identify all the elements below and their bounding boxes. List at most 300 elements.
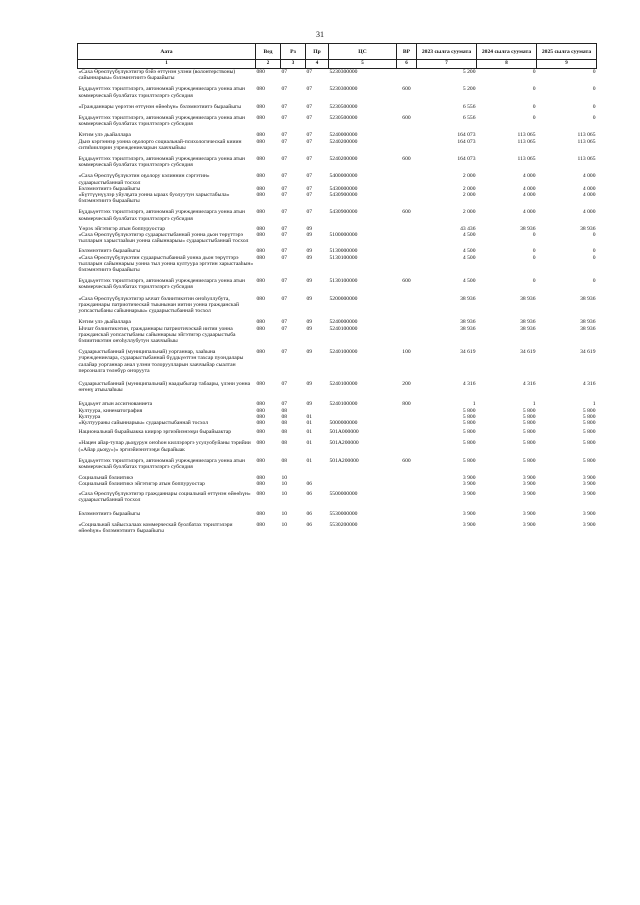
- table-cell-vr: [397, 314, 417, 325]
- table-cell-2024: 38 936: [520, 319, 536, 326]
- table-cell-2024: 34 619: [520, 349, 536, 356]
- table-cell-2024: 0: [532, 278, 536, 285]
- table-cell-pr: 09: [306, 232, 313, 239]
- table-cell-name: Бүддьүөттээх тэрилтэлэргэ, автономнай учреждениеларга уонна атын коммерческай буолбатах тэрилтэлэргэ субсидия: [78, 115, 245, 128]
- table-cell-2023: 38 936: [460, 295, 476, 302]
- table-cell-cs: 501A000000: [329, 429, 359, 436]
- table-cell-name: Үөрэх эйгэтигэр атын боппуруостар: [78, 225, 166, 232]
- table-cell-cs: 5530200000: [329, 522, 358, 529]
- table-cell-2024: 113 065: [517, 156, 536, 163]
- table-cell-vr: [397, 168, 417, 185]
- table-cell-cs: 5130100000: [329, 254, 358, 261]
- table-cell-2023: 5 200: [462, 86, 476, 93]
- table-cell-ved: 080: [256, 407, 265, 414]
- table-cell-2025: 38 936: [580, 225, 596, 232]
- table-cell-2023: 4 316: [462, 380, 476, 387]
- table-cell-vr: [397, 69, 417, 82]
- table-cell-ved: 080: [256, 349, 265, 356]
- table-cell-vr: [397, 435, 417, 452]
- table-cell-2024: 113 065: [517, 138, 536, 145]
- table-cell-pr: 01: [306, 457, 313, 464]
- table-cell-2025: 38 936: [580, 325, 596, 332]
- table-cell-2025: 113 065: [577, 138, 596, 145]
- table-cell-2025: 0: [592, 232, 596, 239]
- table-row: [78, 139, 597, 151]
- table-cell-2024: 0: [532, 254, 536, 261]
- table-cell-cs: 5230300000: [329, 86, 358, 93]
- table-cell-name: «Саха Өрөспүүбүлүкэтигэр судаарыстыбаннай уонна дьон төрүттэрэ тылларын харыстааһын уонна сайыннарыы» судаарыстыбаннай тосхол: [78, 232, 249, 245]
- table-cell-name: Судаарыстыбаннай (муниципальнай) уорганнар, хааһына учреждениелара, судаарыстыбаннай бүддьүөттэн тахсар пуондалары салайар уорганнар анал үлэни толоруулларын хааччыйар сыалтан персоналга төлөбүр оҥоруута: [78, 349, 244, 374]
- table-cell-ved: 080: [256, 440, 265, 447]
- table-cell-cs: 5240100000: [329, 401, 358, 408]
- table-cell-rz: 07: [281, 192, 288, 199]
- table-row: [78, 99, 597, 110]
- column-number: 7: [417, 60, 477, 69]
- table-cell-rz: 07: [281, 138, 288, 145]
- table-cell-pr: 09: [306, 254, 313, 261]
- column-number: 9: [537, 60, 597, 69]
- table-cell-rz: 08: [281, 419, 288, 426]
- budget-table: [77, 43, 597, 535]
- table-cell-2024: 5 800: [522, 413, 536, 420]
- column-number: 2: [256, 60, 281, 69]
- table-cell-2025: 4 000: [582, 192, 596, 199]
- table-cell-ved: 080: [256, 156, 265, 163]
- table-row: [78, 244, 597, 254]
- table-cell-rz: 07: [281, 225, 288, 232]
- table-cell-ved: 080: [256, 103, 265, 110]
- table-row: [78, 374, 597, 393]
- table-cell-pr: 06: [306, 481, 313, 488]
- table-cell-name: «Саха Өрөспүүбүлүкэтигэр гражданнары социальнай өттүнэн өйөөһүн» судаарыстыбаннай тосхол: [78, 490, 251, 503]
- table-cell-2025: 5 800: [582, 413, 596, 420]
- table-cell-2025: 5 800: [582, 419, 596, 426]
- table-row: [78, 81, 597, 98]
- table-cell-2025: 5 800: [582, 440, 596, 447]
- table-cell-name: Национальнай бырайыакка киирэр эргиэйиэнээҕи бырайыактар: [78, 429, 232, 436]
- table-cell-2025: 4 000: [582, 185, 596, 192]
- table-cell-2025: 4 000: [582, 209, 596, 216]
- table-row: [78, 470, 597, 481]
- table-cell-2024: 3 900: [522, 522, 536, 529]
- column-number: 8: [477, 60, 537, 69]
- table-cell-ved: 080: [256, 232, 265, 239]
- table-row: [78, 326, 597, 345]
- table-cell-2023: 6 556: [462, 103, 476, 110]
- table-cell-pr: 01: [306, 429, 313, 436]
- table-cell-ved: 080: [256, 419, 265, 426]
- table-cell-name: Кэтим улэ дьайаллара: [78, 132, 131, 139]
- table-cell-pr: 07: [306, 69, 313, 75]
- table-cell-name: Бэлэмнэтиитэ быраайыгы: [78, 248, 141, 255]
- table-cell-2023: 5 800: [462, 457, 476, 464]
- table-cell-pr: 07: [306, 192, 313, 199]
- table-cell-2024: 38 936: [520, 225, 536, 232]
- table-cell-2025: 4 000: [582, 173, 596, 180]
- table-cell-2025: 1: [592, 401, 596, 408]
- table-cell-2025: 0: [592, 115, 596, 122]
- column-number: 4: [306, 60, 329, 69]
- table-cell-2024: 3 900: [522, 481, 536, 488]
- table-cell-2024: 4 000: [522, 192, 536, 199]
- table-cell-rz: 08: [281, 407, 288, 414]
- table-cell-cs: 5240000000: [329, 319, 358, 326]
- table-cell-cs: 5200000000: [329, 295, 358, 302]
- table-cell-cs: [329, 222, 397, 232]
- table-cell-pr: 06: [306, 510, 313, 517]
- table-cell-ved: 080: [256, 490, 265, 497]
- table-cell-pr: 09: [306, 278, 313, 285]
- table-cell-ved: 080: [256, 278, 265, 285]
- table-cell-2025: 3 900: [582, 522, 596, 529]
- table-cell-vr: 100: [402, 349, 411, 356]
- table-cell-pr: 09: [306, 380, 313, 387]
- table-cell-2024: 38 936: [520, 325, 536, 332]
- table-cell-ved: 080: [256, 115, 265, 122]
- table-cell-vr: [397, 222, 417, 232]
- table-cell-rz: 07: [281, 173, 288, 180]
- table-cell-2024: 5 800: [522, 429, 536, 436]
- table-cell-2023: 3 900: [462, 522, 476, 529]
- table-cell-2023: 4 500: [462, 232, 476, 239]
- column-number: 5: [329, 60, 397, 69]
- table-row: [78, 503, 597, 517]
- table-cell-cs: 5240100000: [329, 380, 358, 387]
- table-cell-cs: 5230300000: [329, 69, 358, 75]
- table-cell-pr: 09: [306, 248, 313, 255]
- header-cs: ЦС: [329, 44, 397, 60]
- table-cell-2025: 0: [592, 248, 596, 255]
- table-cell-ved: 080: [256, 173, 265, 180]
- table-cell-2025: 3 900: [582, 490, 596, 497]
- table-cell-cs: 5240100000: [329, 325, 358, 332]
- table-cell-2023: 5 800: [462, 413, 476, 420]
- table-cell-2023: 1: [472, 401, 476, 408]
- table-row: [78, 488, 597, 503]
- table-cell-2023: 5 800: [462, 429, 476, 436]
- table-cell-name: «Социальнай хайысхалаах коммерческай буолбатах тэрилтэлэри өйөөһүн» бэлэмнэтиитэ быраайыгы: [78, 522, 233, 535]
- table-row: [78, 273, 597, 290]
- table-cell-rz: 07: [281, 248, 288, 255]
- table-row: [78, 168, 597, 185]
- table-cell-ved: 080: [256, 380, 265, 387]
- table-cell-rz: 10: [281, 475, 288, 482]
- table-cell-2025: 5 800: [582, 407, 596, 414]
- table-cell-ved: 080: [256, 475, 265, 482]
- table-cell-name: «Саха Өрөспүүбүлүкэтин судаарыстыбаннай уонна дьон төрүттэрэ тылларын сайыннарыы уонна тыл уонна култуура эргэтин харыстааһын» бэлэмнэтиитэ быраайыгы: [78, 254, 254, 274]
- table-cell-ved: 080: [256, 319, 265, 326]
- table-cell-2025: 3 900: [582, 481, 596, 488]
- table-cell-2024: 113 065: [517, 132, 536, 139]
- table-cell-2024: 5 800: [522, 457, 536, 464]
- table-cell-2023: 2 000: [462, 192, 476, 199]
- table-cell-2023: 3 900: [462, 475, 476, 482]
- table-cell-cs: 5240100000: [329, 349, 358, 356]
- table-cell-2023: 4 500: [462, 254, 476, 261]
- table-row: [78, 232, 597, 244]
- table-cell-2024: 38 936: [520, 295, 536, 302]
- table-cell-name: Бүддьүөттээх тэрилтэлэргэ, автономнай учреждениеларга уонна атын коммерческай буолбатах тэрилтэлэргэ субсидия: [78, 86, 245, 99]
- table-cell-vr: [397, 244, 417, 254]
- table-cell-name: Бүддьүөттээх тэрилтэлэргэ, автономнай учреждениеларга уонна атын коммерческай буолбатах тэрилтэлэргэ субсидия: [78, 278, 245, 291]
- table-cell-name: Ыччат бэлиитикэтин, гражданнары патриотичэскай иитии уонна гражданскай уопсастыбаны сайыннарыы эйгэтигэр судаарыстыба бэлиитикэтин оҥоһуллубутун хааччыйыы: [78, 325, 236, 344]
- table-cell-name: «Бүттүүнүүлэр уйулҕата уонна ыраах буолуутун харыстабыла» бэлэмнэтиитэ быраайыгы: [78, 192, 230, 205]
- table-cell-2025: 0: [592, 278, 596, 285]
- table-cell-cs: 5430900000: [329, 209, 358, 216]
- table-cell-cs: [329, 470, 397, 481]
- table-cell-2025: 113 065: [577, 156, 596, 163]
- table-cell-2023: 6 556: [462, 115, 476, 122]
- table-cell-2023: 4 500: [462, 248, 476, 255]
- table-cell-2023: 4 500: [462, 278, 476, 285]
- table-cell-2023: 5 800: [462, 407, 476, 414]
- table-cell-ved: 080: [256, 522, 265, 529]
- table-cell-ved: 080: [256, 138, 265, 145]
- table-cell-name: «Култуураны сайыннарыы» судаарыстыбаннай тосхол: [78, 419, 209, 426]
- table-cell-cs: 501A200000: [329, 440, 359, 447]
- table-cell-2024: 5 800: [522, 440, 536, 447]
- table-cell-ved: 080: [256, 429, 265, 436]
- table-cell-ved: 080: [256, 209, 265, 216]
- table-row: [78, 344, 597, 374]
- table-cell-2024: 5 800: [522, 407, 536, 414]
- table-cell-rz: 08: [281, 413, 288, 420]
- table-cell-2025: 38 936: [580, 319, 596, 326]
- table-cell-vr: [397, 127, 417, 138]
- table-cell-ved: 080: [256, 248, 265, 255]
- table-cell-vr: [397, 488, 417, 503]
- table-cell-cs: 5240200000: [329, 156, 358, 163]
- table-cell-cs: 5400000000: [329, 173, 358, 180]
- table-cell-vr: [397, 232, 417, 244]
- table-cell-vr: 600: [402, 115, 411, 122]
- table-cell-name: Социальнай бэлиитикэ: [78, 475, 134, 482]
- table-cell-ved: 080: [256, 510, 265, 517]
- table-cell-rz: 10: [281, 481, 288, 488]
- table-cell-name: Бэлэмнэтиитэ быраайыгы: [78, 185, 141, 192]
- column-number: 6: [397, 60, 417, 69]
- table-cell-rz: 07: [281, 349, 288, 356]
- table-cell-2024: 3 900: [522, 475, 536, 482]
- table-cell-2023: 3 900: [462, 510, 476, 517]
- table-cell-name: Бүддьүөт атын ассигнованиета: [78, 401, 153, 408]
- header-2025: 2025 сылга суумата: [537, 44, 597, 60]
- table-cell-2025: 113 065: [577, 132, 596, 139]
- table-row: [78, 222, 597, 232]
- table-cell-2023: 3 900: [462, 481, 476, 488]
- table-cell-rz: 07: [281, 103, 288, 110]
- table-cell-2024: 3 900: [522, 490, 536, 497]
- table-cell-2023: 3 900: [462, 490, 476, 497]
- table-cell-pr: 07: [306, 209, 313, 216]
- table-cell-rz: 07: [281, 156, 288, 163]
- table-row: [78, 517, 597, 534]
- table-cell-cs: 5240000000: [329, 132, 358, 139]
- table-cell-pr: 09: [306, 295, 313, 302]
- table-cell-rz: 07: [281, 401, 288, 408]
- table-cell-2023: 164 073: [457, 156, 476, 163]
- table-cell-rz: 10: [281, 522, 288, 529]
- table-row: [78, 204, 597, 221]
- table-cell-2024: 3 900: [522, 510, 536, 517]
- table-cell-ved: 080: [256, 254, 265, 261]
- table-cell-cs: 5240200000: [329, 138, 358, 145]
- table-cell-name: Бүддьүөттээх тэрилтэлэргэ, автономнай учреждениеларга уонна атын коммерческай буолбатах тэрилтэлэргэ субсидия: [78, 209, 245, 222]
- table-cell-2023: 38 936: [460, 325, 476, 332]
- table-cell-rz: 07: [281, 69, 288, 75]
- table-cell-cs: 5130000000: [329, 248, 358, 255]
- table-cell-vr: 200: [402, 380, 411, 387]
- table-cell-2023: 34 619: [460, 349, 476, 356]
- table-cell-name: «Гражданнары үөрэтэн өттүнэн өйөөһүн» бэлэмнэтиитэ быраайыгы: [78, 103, 242, 110]
- table-cell-ved: 080: [256, 132, 265, 139]
- table-row: [78, 426, 597, 435]
- table-cell-pr: 09: [306, 225, 313, 232]
- table-cell-2024: 0: [532, 86, 536, 93]
- table-cell-name: Култуура, кинематография: [78, 407, 143, 414]
- table-cell-vr: [397, 517, 417, 534]
- table-cell-2025: 3 900: [582, 475, 596, 482]
- table-cell-rz: 07: [281, 132, 288, 139]
- table-cell-rz: 07: [281, 254, 288, 261]
- table-cell-2024: 4 000: [522, 173, 536, 180]
- table-cell-2024: 1: [532, 401, 536, 408]
- table-cell-rz: 07: [281, 86, 288, 93]
- table-cell-pr: 09: [306, 325, 313, 332]
- table-cell-ved: 080: [256, 69, 265, 75]
- table-row: [78, 435, 597, 452]
- column-number-row: [78, 60, 597, 69]
- table-cell-pr: 01: [306, 413, 313, 420]
- table-cell-2025: 0: [592, 69, 596, 75]
- header-pr: Пр: [306, 44, 329, 60]
- table-cell-2025: 3 900: [582, 510, 596, 517]
- table-cell-2025: 38 936: [580, 295, 596, 302]
- table-cell-ved: 080: [256, 86, 265, 93]
- table-cell-name: Социальнай бэлиитикэ эйгэтигэр атын боппуруостар: [78, 481, 205, 488]
- table-cell-rz: 10: [281, 490, 288, 497]
- table-cell-2024: 0: [532, 103, 536, 110]
- table-cell-pr: 07: [306, 115, 313, 122]
- table-cell-2023: 2 000: [462, 209, 476, 216]
- table-cell-cs: 501A200000: [329, 457, 359, 464]
- table-cell-pr: 07: [306, 173, 313, 180]
- table-cell-ved: 080: [256, 401, 265, 408]
- header-name: Аата: [78, 44, 256, 60]
- table-cell-2024: 5 800: [522, 419, 536, 426]
- table-cell-2025: 0: [592, 86, 596, 93]
- table-cell-2023: 5 800: [462, 440, 476, 447]
- table-cell-name: «Саха Өрөспүүбүлүкэтигэр бэйэ өттүнэн улэни (волонтерствоны) сайыннарыы» бэлэмнэтиитэ быраайыгы: [78, 69, 236, 82]
- table-cell-cs: 5100000000: [329, 232, 358, 239]
- table-cell-name: Дьиэ кэргэннэр уонна оҕолорго социальнай-психологическай кииин ситиһиилэрин учреждениеларын хааччыйыы: [78, 138, 242, 151]
- table-row: [78, 192, 597, 204]
- table-cell-vr: 600: [402, 457, 411, 464]
- table-cell-cs: 5430900000: [329, 192, 358, 199]
- table-cell-2025: 5 800: [582, 457, 596, 464]
- table-cell-pr: 01: [306, 440, 313, 447]
- table-cell-ved: 080: [256, 325, 265, 332]
- table-cell-pr: 07: [306, 103, 313, 110]
- table-cell-vr: 800: [402, 401, 411, 408]
- table-cell-2023: 164 073: [457, 138, 476, 145]
- table-cell-name: Судаарыстыбаннай (муниципальнай) наадыбыгар табаары, үлэни уонна өҥөнү атыылаһыы: [78, 380, 251, 394]
- table-cell-ved: 080: [256, 225, 265, 232]
- table-cell-vr: [397, 326, 417, 345]
- table-cell-2024: 4 000: [522, 185, 536, 192]
- table-cell-rz: 10: [281, 510, 288, 517]
- header-ved: Вед: [256, 44, 281, 60]
- table-cell-rz: 07: [281, 319, 288, 326]
- table-cell-name: «Саха Өрөспүүбүлүкэтигэр ыччат бэлиитикэтин оҥоһуллубута, гражданнары патриотическай тыынынан иитии уонна гражданскай уопсастыбаны сайыннарыы» судаарыстыбаннай тосхол: [78, 295, 239, 315]
- table-cell-ved: 080: [256, 295, 265, 302]
- table-cell-2023: 5 800: [462, 419, 476, 426]
- table-cell-vr: 600: [402, 278, 411, 285]
- table-cell-2025: 0: [592, 254, 596, 261]
- table-row: [78, 127, 597, 138]
- table-cell-pr: 09: [306, 401, 313, 408]
- table-cell-2024: 4 316: [522, 380, 536, 387]
- table-cell-2025: 4 316: [582, 380, 596, 387]
- table-cell-pr: 07: [306, 185, 313, 192]
- table-cell-vr: [397, 99, 417, 110]
- table-cell-2024: 0: [532, 69, 536, 75]
- table-cell-pr: 07: [306, 156, 313, 163]
- table-row: [78, 69, 597, 82]
- table-cell-pr: 07: [306, 132, 313, 139]
- table-cell-rz: 07: [281, 209, 288, 216]
- table-cell-2025: 0: [592, 103, 596, 110]
- table-cell-2025: 5 800: [582, 429, 596, 436]
- table-cell-2023: 164 073: [457, 132, 476, 139]
- table-cell-rz: 07: [281, 278, 288, 285]
- table-cell-rz: 07: [281, 232, 288, 239]
- table-cell-cs: 5530000000: [329, 510, 358, 517]
- table-cell-2024: 0: [532, 248, 536, 255]
- table-cell-cs: 5430000000: [329, 185, 358, 192]
- table-cell-rz: 07: [281, 325, 288, 332]
- table-cell-vr: [397, 426, 417, 435]
- table-cell-name: «Саха Өрөспүүбүлүкэтин оҕолору кэлиннин сэргэтин» судаарыстыбаннай тосхол: [78, 173, 210, 186]
- table-cell-cs: 5000000000: [329, 419, 358, 426]
- table-cell-vr: [397, 291, 417, 315]
- table-cell-2023: 43 436: [460, 225, 476, 232]
- table-cell-pr: 06: [306, 522, 313, 529]
- table-cell-2025: 34 619: [580, 349, 596, 356]
- table-cell-rz: 07: [281, 380, 288, 387]
- table-row: [78, 110, 597, 127]
- table-header-row: [78, 44, 597, 60]
- table-cell-rz: 07: [281, 295, 288, 302]
- table-cell-pr: 09: [306, 319, 313, 326]
- column-number: 1: [78, 60, 256, 69]
- table-cell-2023: 5 200: [462, 69, 476, 75]
- table-cell-name: Бүддьүөттээх тэрилтэлэргэ, автономнай учреждениеларга уонна атын коммерческай буолбатах тэрилтэлэргэ субсидия: [78, 457, 245, 470]
- table-row: [78, 314, 597, 325]
- table-cell-pr: [306, 470, 329, 481]
- table-row: [78, 453, 597, 470]
- table-cell-rz: 08: [281, 440, 288, 447]
- table-cell-name: Кэтим улэ дьайаллара: [78, 319, 131, 326]
- table-cell-pr: 09: [306, 349, 313, 356]
- table-cell-vr: 600: [402, 86, 411, 93]
- table-cell-2023: 2 000: [462, 173, 476, 180]
- header-2023: 2023 сылга суумата: [417, 44, 477, 60]
- table-cell-pr: 07: [306, 86, 313, 93]
- table-cell-2024: 0: [532, 232, 536, 239]
- table-row: [78, 291, 597, 315]
- table-cell-pr: 06: [306, 490, 313, 497]
